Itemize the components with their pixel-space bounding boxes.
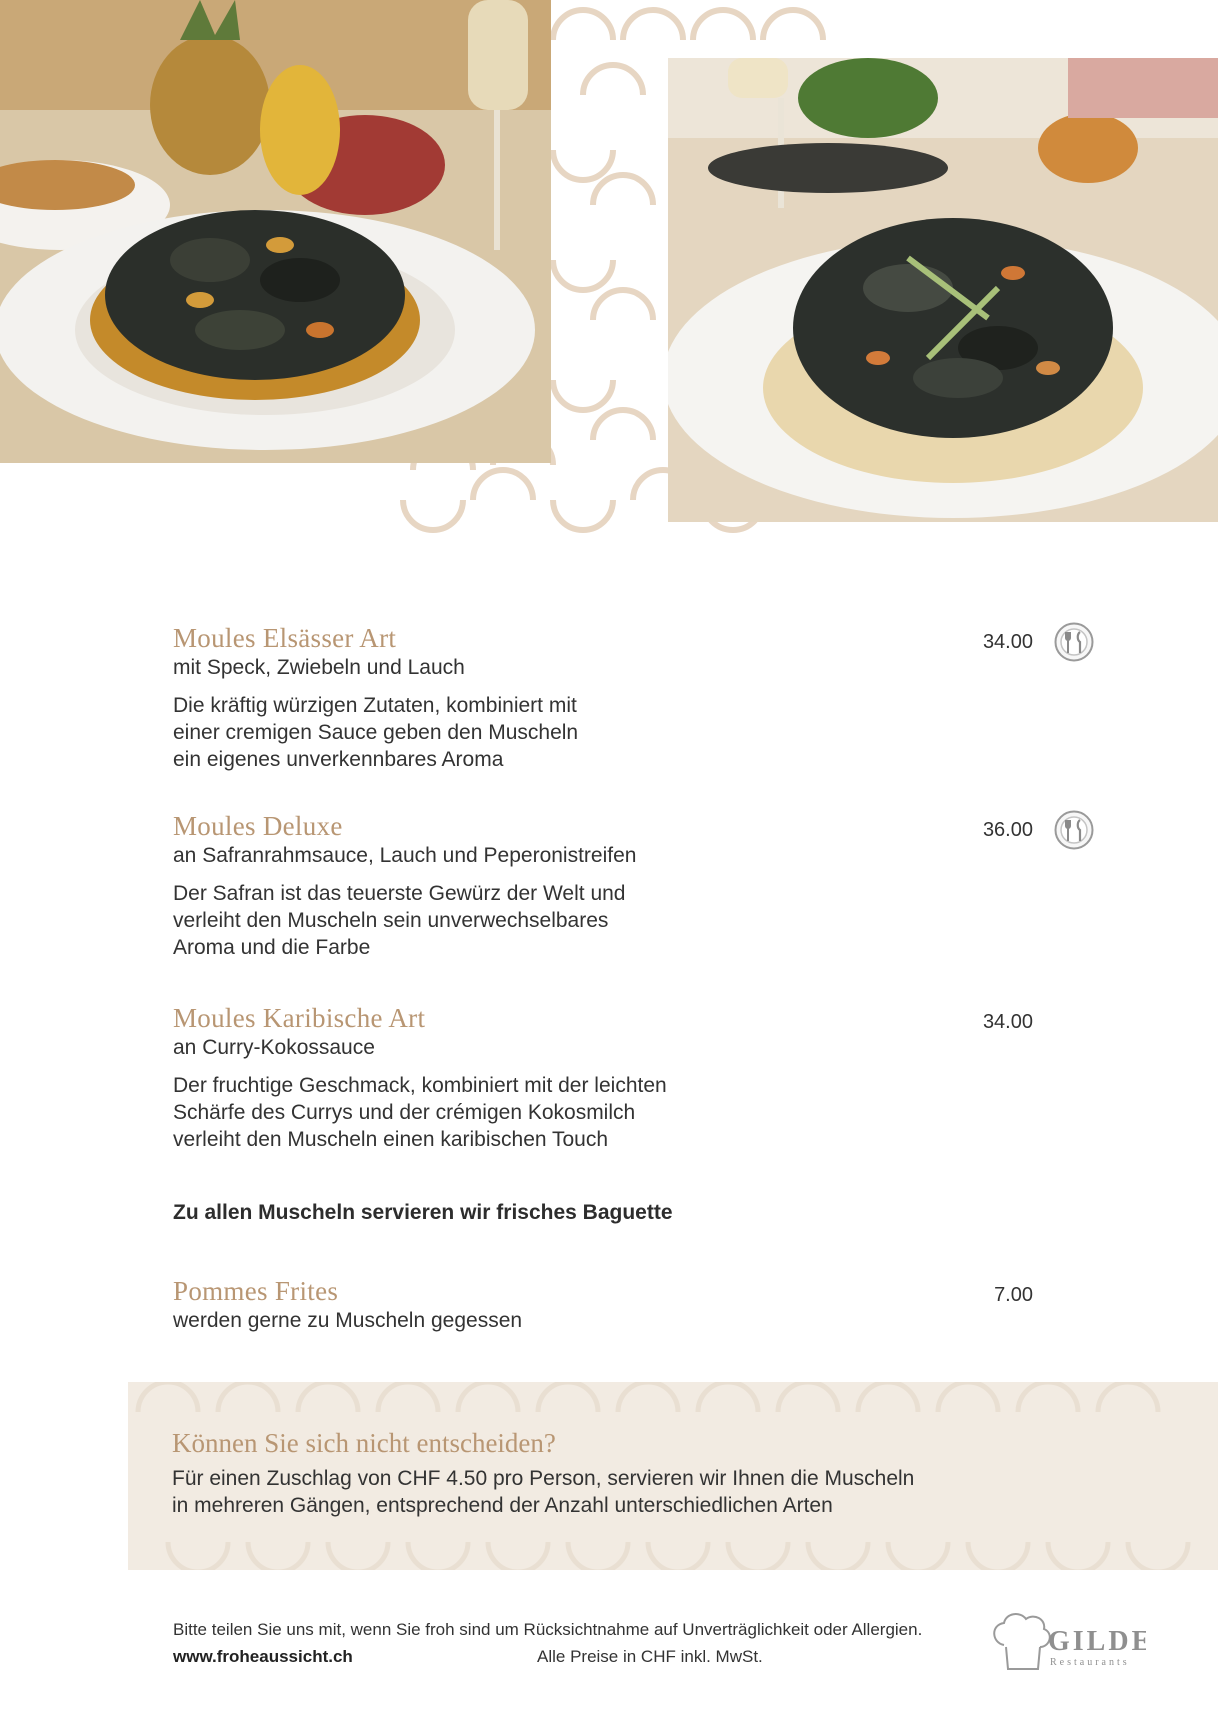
banner-title: Können Sie sich nicht entscheiden?: [172, 1428, 556, 1458]
item-description: [173, 1072, 1053, 1153]
item-subtitle: an Curry-Kokossauce: [173, 1036, 375, 1059]
banner-line: Für einen Zuschlag von CHF 4.50 pro Person, servieren wir Ihnen die Muscheln: [172, 1467, 915, 1490]
item-title: Moules Elsässer Art: [173, 623, 397, 653]
description-line: verleiht den Muscheln einen karibischen Touch: [173, 1128, 609, 1151]
chef-hat-icon: [986, 1605, 1146, 1677]
info-banner: [128, 1382, 1218, 1570]
banner-line: in mehreren Gängen, entsprechend der Anzahl unterschiedlichen Arten: [172, 1494, 833, 1517]
gilde-logo: [986, 1605, 1146, 1677]
photo-mussels-right: [668, 58, 1218, 522]
item-description: [173, 692, 1053, 773]
description-line: verleiht den Muscheln sein unverwechselbares: [173, 909, 609, 932]
description-line: Der Safran ist das teuerste Gewürz der Welt und: [173, 882, 626, 905]
logo-name: GILDE: [1048, 1626, 1146, 1657]
item-price: 36.00: [982, 819, 1033, 841]
photo-mussels-left: [0, 0, 551, 463]
item-subtitle: werden gerne zu Muscheln gegessen: [173, 1309, 523, 1332]
allergy-notice: Bitte teilen Sie uns mit, wenn Sie froh sind um Rücksichtnahme auf Unverträglichkeit oder Allergien.: [173, 1620, 923, 1639]
mussels-plate-illustration: [0, 0, 551, 463]
baguette-note: Zu allen Muscheln servieren wir frisches Baguette: [173, 1201, 673, 1224]
menu-item: [173, 1002, 1053, 1153]
banner-text: [172, 1465, 1132, 1519]
side-item: [173, 1275, 1053, 1334]
item-price: 34.00: [982, 1011, 1033, 1033]
item-title: Pommes Frites: [173, 1276, 339, 1306]
item-title: Moules Deluxe: [173, 811, 343, 841]
item-price: 7.00: [994, 1284, 1033, 1306]
description-line: Die kräftig würzigen Zutaten, kombiniert mit: [173, 694, 577, 717]
cutlery-icon: [1054, 810, 1094, 850]
item-title: Moules Karibische Art: [173, 1003, 426, 1033]
menu-item: [173, 810, 1053, 961]
item-subtitle: mit Speck, Zwiebeln und Lauch: [173, 656, 465, 679]
description-line: ein eigenes unverkennbares Aroma: [173, 748, 504, 771]
description-line: Der fruchtige Geschmack, kombiniert mit der leichten: [173, 1074, 667, 1097]
cutlery-icon: [1054, 622, 1094, 662]
mussels-plate-illustration-2: [668, 58, 1218, 522]
menu-item: [173, 622, 1053, 773]
website-link[interactable]: www.froheaussicht.ch: [173, 1647, 353, 1666]
description-line: einer cremigen Sauce geben den Muscheln: [173, 721, 579, 744]
prices-note: Alle Preise in CHF inkl. MwSt.: [537, 1647, 763, 1666]
description-line: Schärfe des Currys und der crémigen Kokosmilch: [173, 1101, 636, 1124]
item-subtitle: an Safranrahmsauce, Lauch und Peperonistreifen: [173, 844, 637, 867]
item-description: [173, 880, 1053, 961]
item-price: 34.00: [982, 631, 1033, 653]
description-line: Aroma und die Farbe: [173, 936, 371, 959]
logo-tagline: Restaurants: [1050, 1657, 1130, 1668]
